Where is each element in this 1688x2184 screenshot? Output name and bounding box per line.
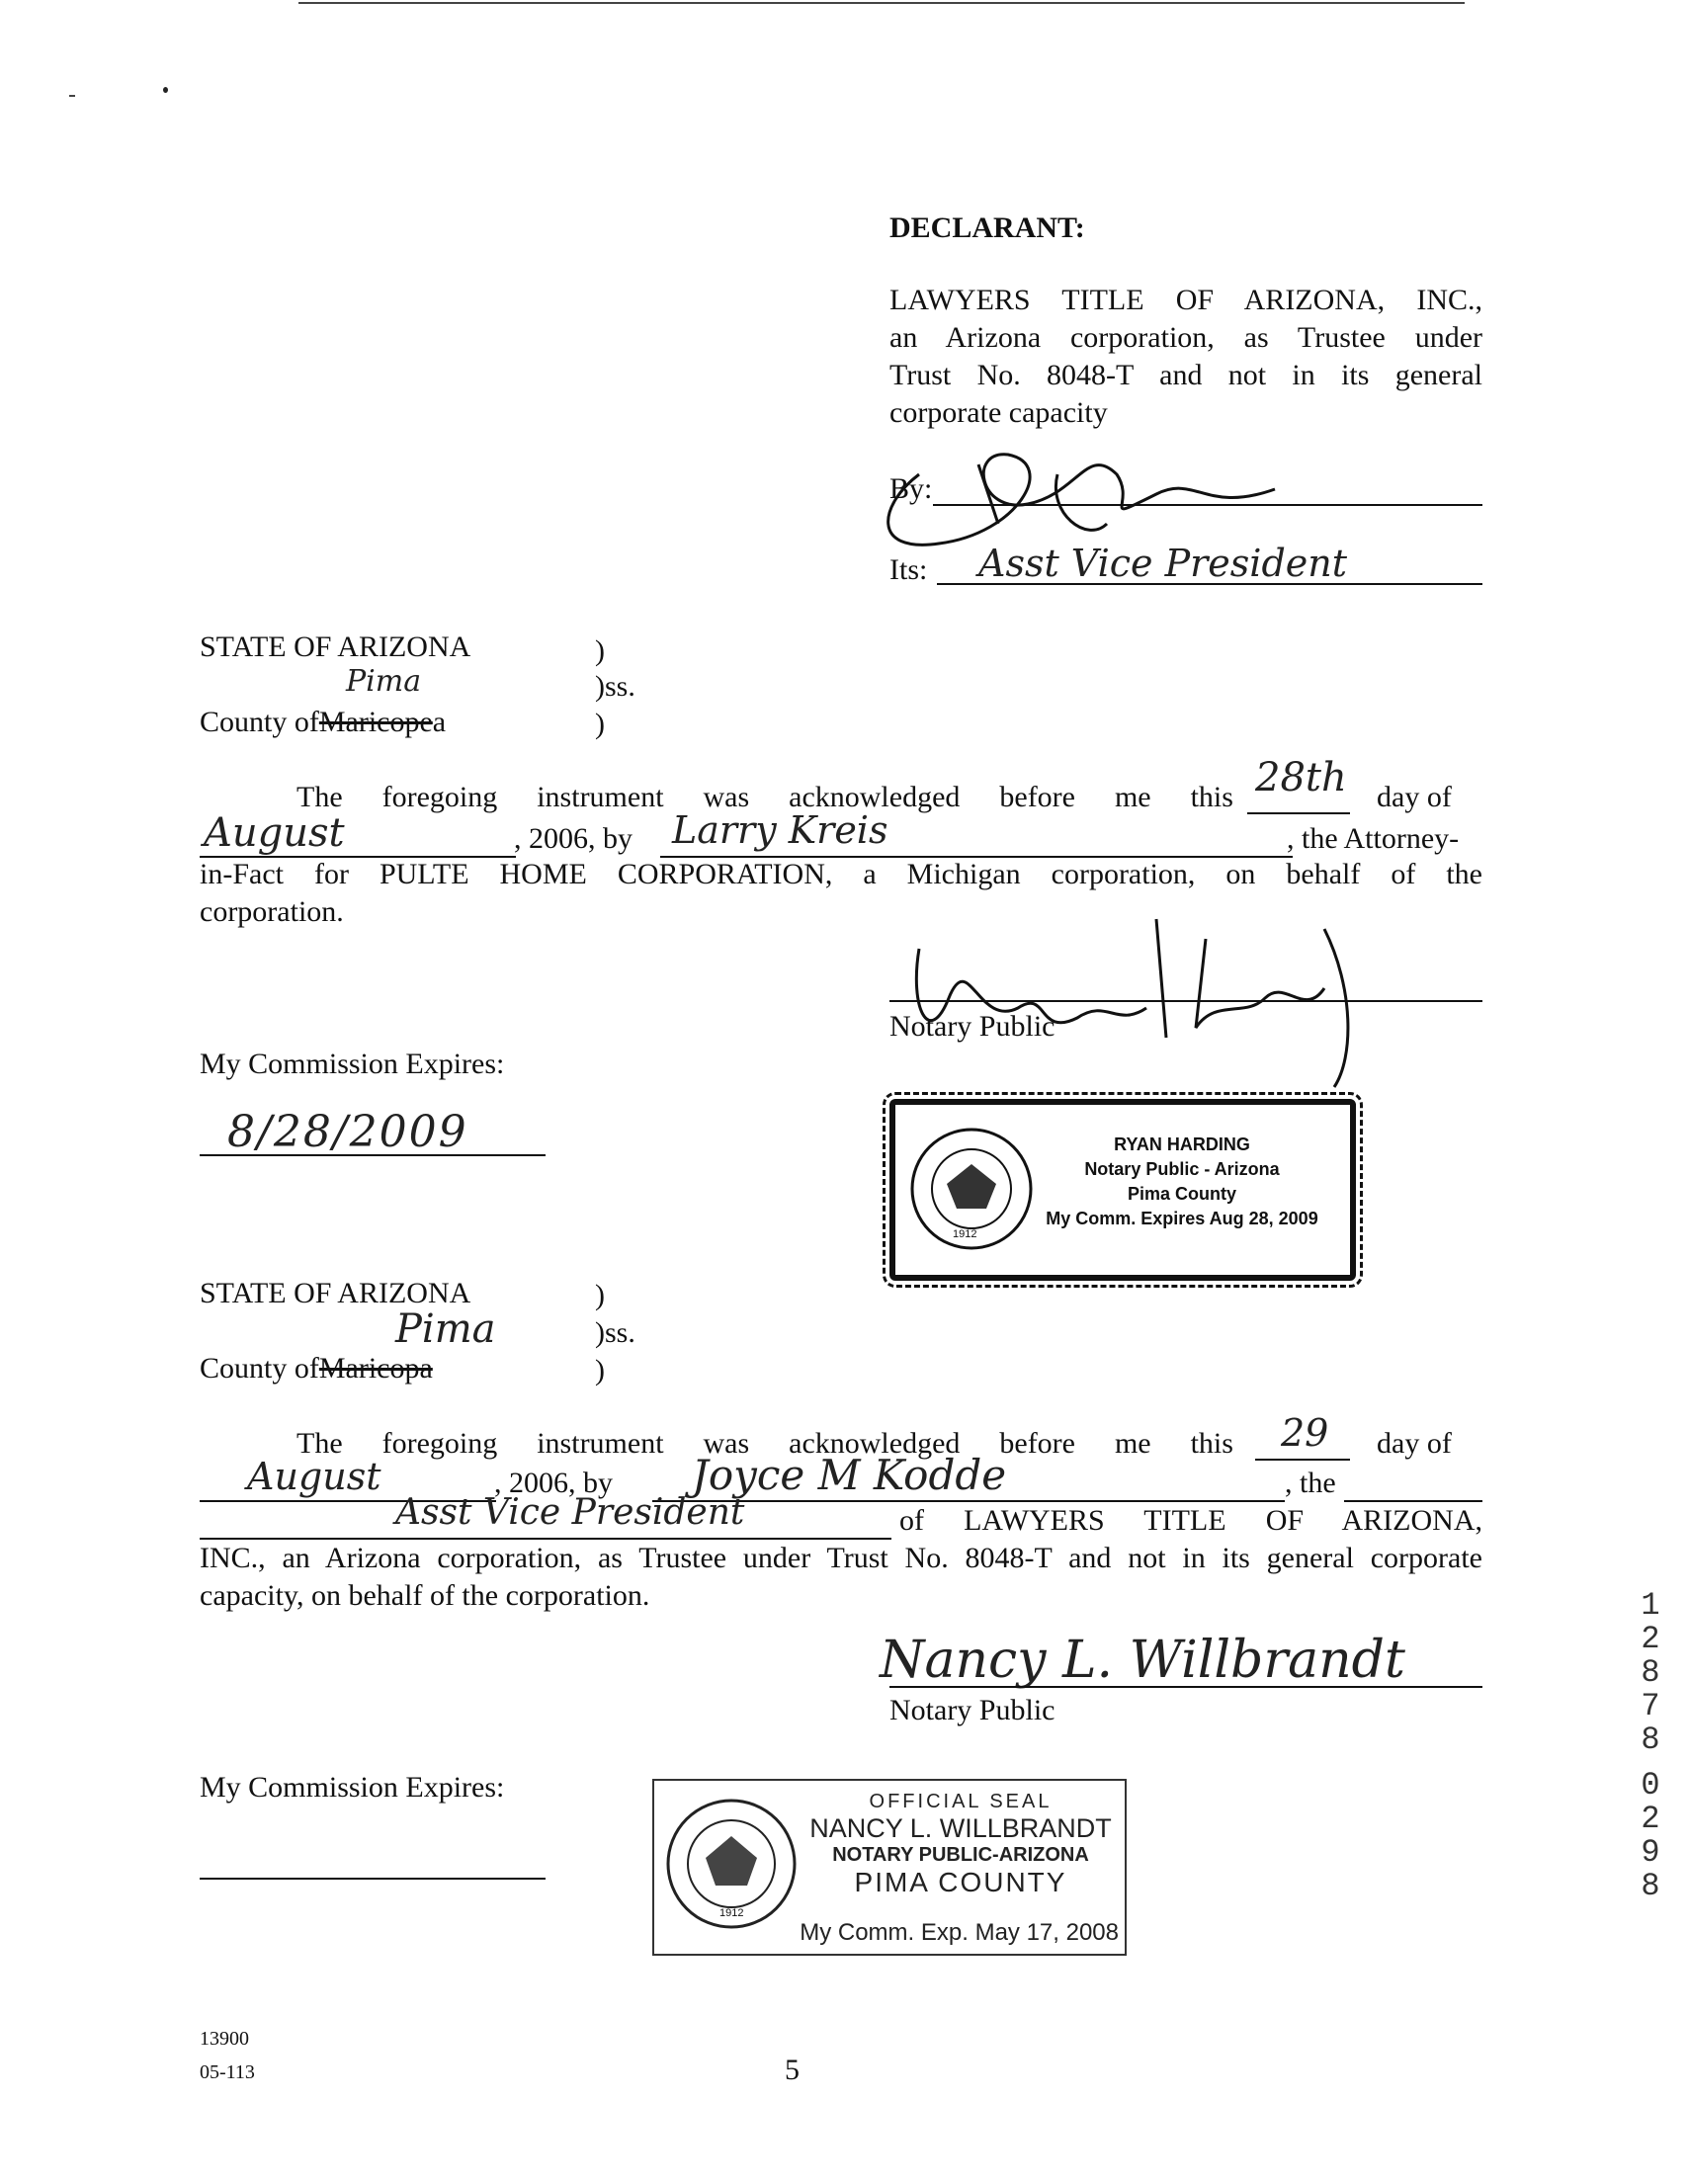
word: The: [296, 781, 343, 813]
notary-stamp-ryan-harding: [889, 1099, 1356, 1281]
stamp2-county: PIMA COUNTY: [854, 1867, 1067, 1897]
word: before: [999, 781, 1075, 813]
footer-code-2: 05-113: [200, 2061, 255, 2083]
commission-label-1: My Commission Expires:: [200, 1048, 505, 1080]
day-handwritten-1: 28th: [1255, 755, 1347, 800]
footer-code-1: 13900: [200, 2028, 249, 2050]
day-blank-2: [1255, 1459, 1350, 1461]
ss-1: )ss.: [595, 670, 635, 703]
word: The: [296, 1427, 343, 1460]
title-handwritten-2: Asst Vice President: [395, 1492, 745, 1533]
ack2-line4: capacity, on behalf of the corporation.: [200, 1579, 650, 1612]
stamp2-title: NOTARY PUBLIC-ARIZONA: [832, 1844, 1089, 1866]
notary-stamp-nancy-willbrandt: [652, 1779, 1127, 1956]
stamp2-name: NANCY L. WILLBRANDT: [809, 1813, 1112, 1843]
page-number: 5: [785, 2054, 800, 2086]
paren-1c: ): [595, 708, 605, 740]
county-handwritten-1: Pima: [346, 664, 422, 699]
declarant-line: LAWYERS TITLE OF ARIZONA, INC.,: [889, 284, 1482, 316]
name-handwritten-2: Joyce M Kodde: [692, 1451, 1007, 1499]
word: this: [1190, 781, 1233, 813]
word: instrument: [537, 1427, 664, 1460]
commission-line-1: [200, 1154, 546, 1156]
by-label: By:: [889, 472, 933, 505]
county-prefix: County of: [200, 1352, 319, 1385]
state-of-arizona-2: STATE OF ARIZONA: [200, 1277, 471, 1309]
state-of-arizona-1: STATE OF ARIZONA: [200, 630, 471, 663]
top-border-line: [298, 2, 1465, 4]
ack1-line3: in-Fact for PULTE HOME CORPORATION, a Michigan corporation, on behalf of the: [200, 858, 1482, 890]
commission-label-2: My Commission Expires:: [200, 1771, 505, 1804]
ack2-line3: INC., an Arizona corporation, as Trustee under Trust No. 8048-T and not in its general corporate: [200, 1542, 1482, 1574]
county-prefix: County of: [200, 706, 319, 738]
its-handwritten-title: Asst Vice President: [978, 542, 1348, 585]
stamp1-expires: My Comm. Expires Aug 28, 2009: [1046, 1209, 1318, 1228]
day-blank-1: [1247, 812, 1350, 814]
scan-speck: [69, 95, 75, 97]
ss-2: )ss.: [595, 1316, 635, 1349]
word: me: [1114, 1427, 1151, 1460]
notary-line-1: [889, 1000, 1482, 1002]
word: was: [703, 1427, 750, 1460]
declarant-line: an Arizona corporation, as Trustee under: [889, 321, 1482, 354]
word: acknowledged: [789, 781, 961, 813]
word: me: [1114, 781, 1151, 813]
day-handwritten-2: 29: [1281, 1411, 1329, 1455]
county-struck: Maricopa: [318, 1352, 433, 1385]
declarant-heading: DECLARANT:: [889, 211, 1085, 244]
day-of-1: day of: [1377, 781, 1452, 813]
county-suffix: a: [432, 706, 447, 738]
attorney-text: , the Attorney-: [1287, 822, 1460, 855]
word: was: [703, 781, 750, 813]
name-handwritten-1: Larry Kreis: [672, 808, 888, 852]
stamp2-seal-year: 1912: [719, 1907, 744, 1919]
stamp1-county: Pima County: [1127, 1184, 1236, 1204]
paren-2a: ): [595, 1279, 605, 1311]
of-lawyers-title: of LAWYERS TITLE OF ARIZONA,: [899, 1504, 1482, 1537]
stamp2-header: OFFICIAL SEAL: [869, 1791, 1053, 1812]
stamp2-expires: My Comm. Exp. May 17, 2008: [800, 1919, 1119, 1946]
county-line-2: [200, 1350, 433, 1387]
word: instrument: [537, 781, 664, 813]
side-recording-number-top: 12878: [1641, 1587, 1660, 1758]
notary-public-label-2: Notary Public: [889, 1694, 1055, 1726]
county-line-1: [200, 704, 446, 741]
month-handwritten-1: August: [204, 810, 345, 856]
declarant-line: corporate capacity: [889, 396, 1108, 429]
notary-line-2: [889, 1686, 1482, 1688]
paren-2c: ): [595, 1354, 605, 1386]
stamp1-name: RYAN HARDING: [1114, 1134, 1250, 1154]
stamp2-text: [801, 1791, 1121, 1898]
word: foregoing: [381, 1427, 498, 1460]
word: this: [1190, 1427, 1233, 1460]
commission-line-2: [200, 1878, 546, 1880]
paren-1a: ): [595, 634, 605, 667]
county-handwritten-2: Pima: [395, 1306, 496, 1352]
the-label: , the: [1285, 1467, 1336, 1499]
year-by-2: , 2006, by: [494, 1467, 613, 1499]
notary-public-label-1: Notary Public: [889, 1010, 1055, 1043]
notary-signature-2: Nancy L. Willbrandt: [880, 1631, 1405, 1690]
word: foregoing: [381, 781, 498, 813]
month-handwritten-2: August: [247, 1455, 381, 1498]
stamp1-title: Notary Public - Arizona: [1084, 1159, 1280, 1179]
word: before: [999, 1427, 1075, 1460]
scan-speck: [163, 87, 168, 93]
stamp1-seal-year: 1912: [953, 1228, 977, 1240]
year-by-1: , 2006, by: [514, 822, 633, 855]
stamp1-text: [1034, 1133, 1330, 1231]
its-label: Its:: [889, 553, 928, 586]
word: acknowledged: [789, 1427, 961, 1460]
side-recording-number-bottom: 0298: [1641, 1767, 1660, 1904]
notary-signature-1: [889, 889, 1364, 1097]
commission-date-handwritten: 8/28/2009: [227, 1107, 468, 1157]
county-struck: Maricope: [318, 706, 433, 738]
declarant-line: Trust No. 8048-T and not in its general: [889, 359, 1482, 391]
ack1-line4: corporation.: [200, 895, 344, 928]
declarant-body: [889, 282, 1482, 432]
day-of-2: day of: [1377, 1427, 1452, 1460]
